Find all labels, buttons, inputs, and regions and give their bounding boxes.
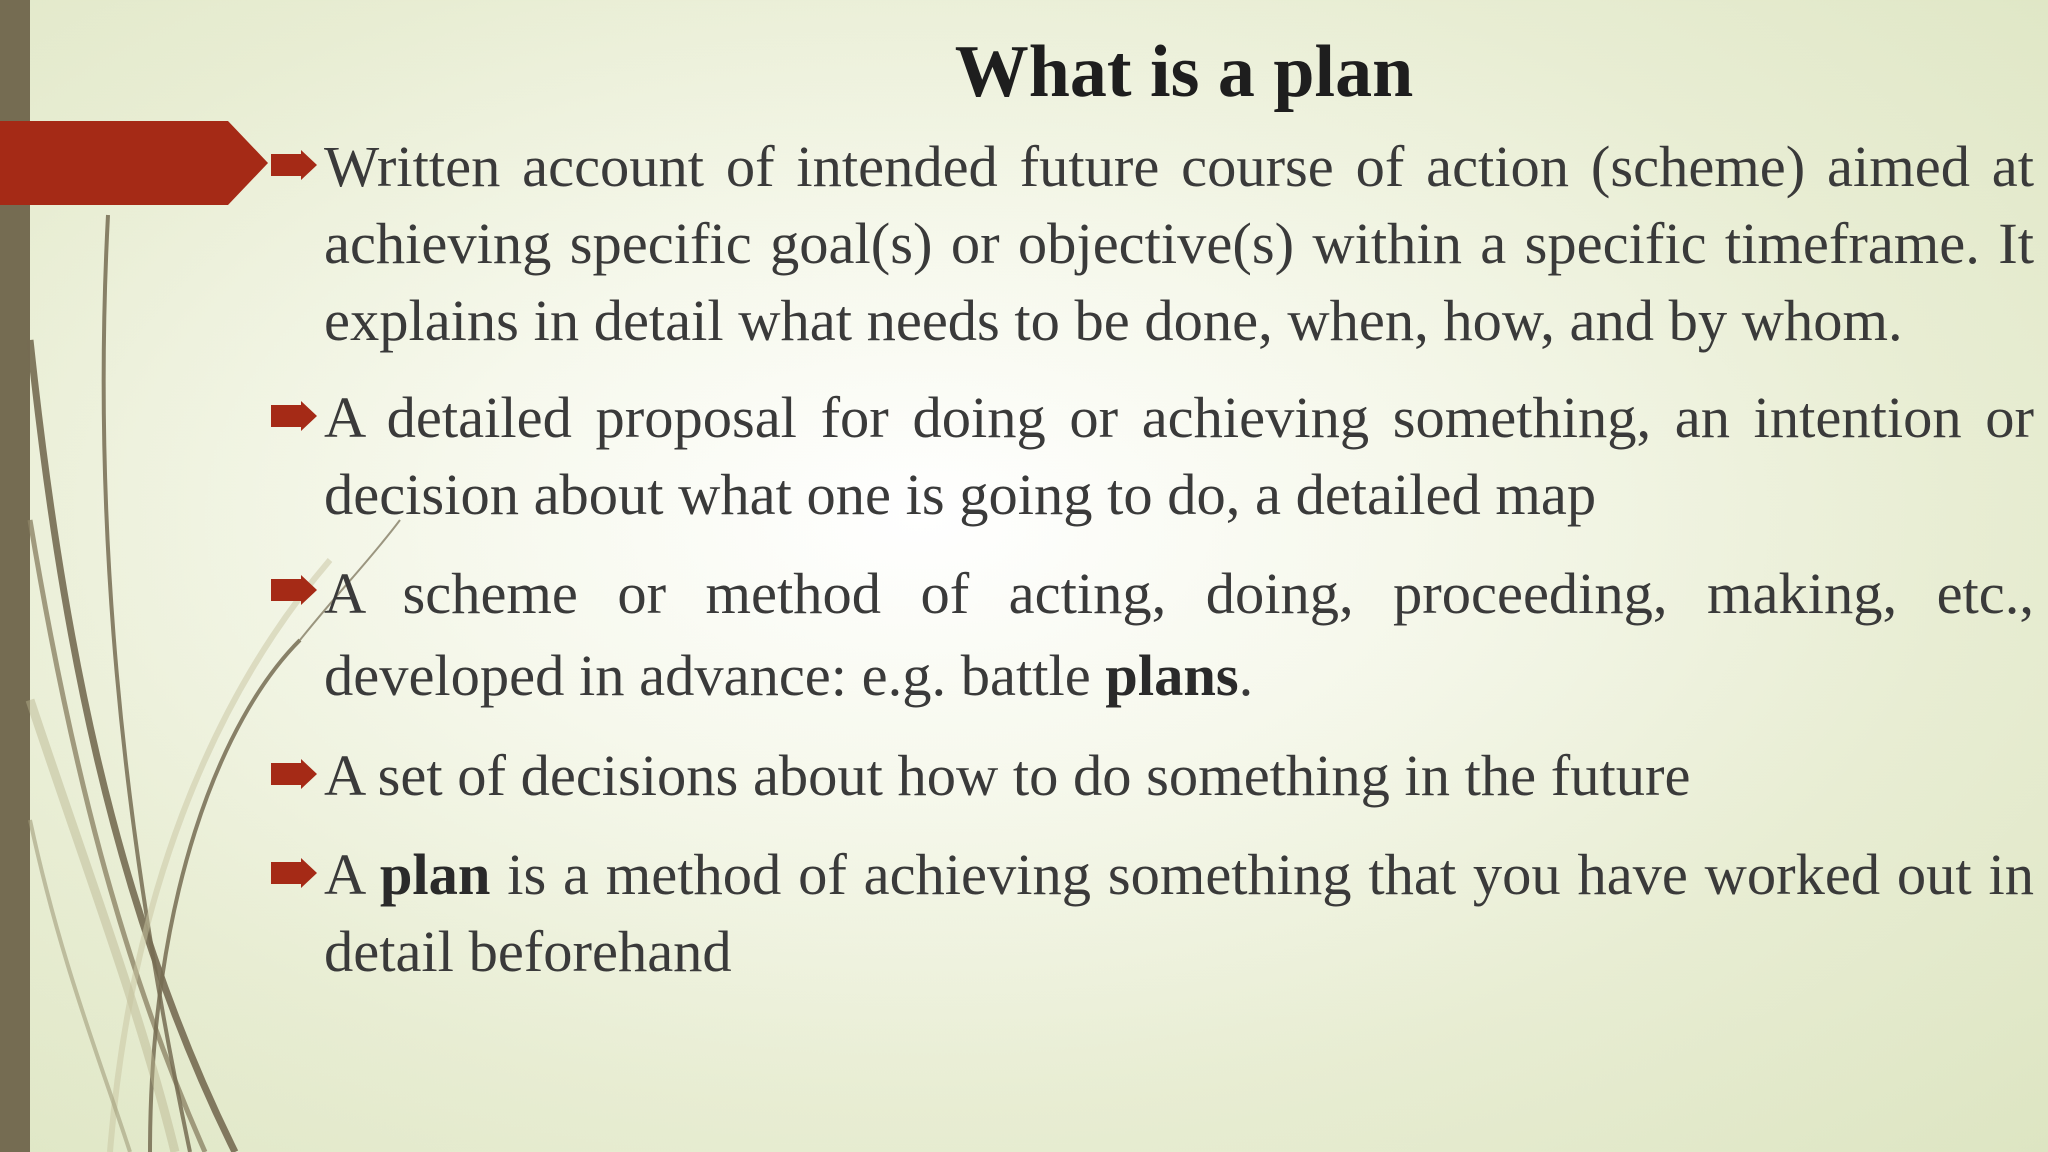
bullet-text: A scheme or method of acting, doing, proceeding, making, etc., developed in advance: e.g. battle (324, 561, 2034, 708)
red-arrow-bullet-icon (271, 759, 317, 789)
bullet-text: A detailed proposal for doing or achieving something, an intention or decision about what one is going to do, a detailed map (324, 385, 2034, 527)
bullet-item (268, 553, 2034, 717)
bullet-item (268, 836, 2034, 990)
bullet-text: A set of decisions about how to do something in the future (324, 743, 1691, 808)
red-arrow-bullet-icon (271, 150, 317, 180)
bullet-text: . (1238, 643, 1254, 708)
bullet-text: A (324, 842, 380, 907)
bullet-item (268, 128, 2034, 359)
red-arrow-bullet-icon (271, 401, 317, 431)
bullet-item (268, 379, 2034, 533)
bullet-item (268, 737, 2034, 814)
slide-title: What is a plan (954, 31, 1414, 113)
red-arrow-bullet-icon (271, 575, 317, 605)
bullet-text: Written account of intended future course of action (scheme) aimed at achieving specific goal(s) or objective(s) within a specific timeframe. It explains in detail what needs to be done, when, how, and by whom. (324, 134, 2034, 353)
bullet-list (268, 128, 2034, 1010)
bullet-text: is a method of achieving something that you have worked out in detail beforehand (324, 842, 2034, 984)
bullet-bold-text: plan (379, 842, 491, 907)
bullet-bold-text: plans (1105, 643, 1239, 708)
title-accent-arrow (0, 121, 268, 205)
red-arrow-bullet-icon (271, 858, 317, 888)
